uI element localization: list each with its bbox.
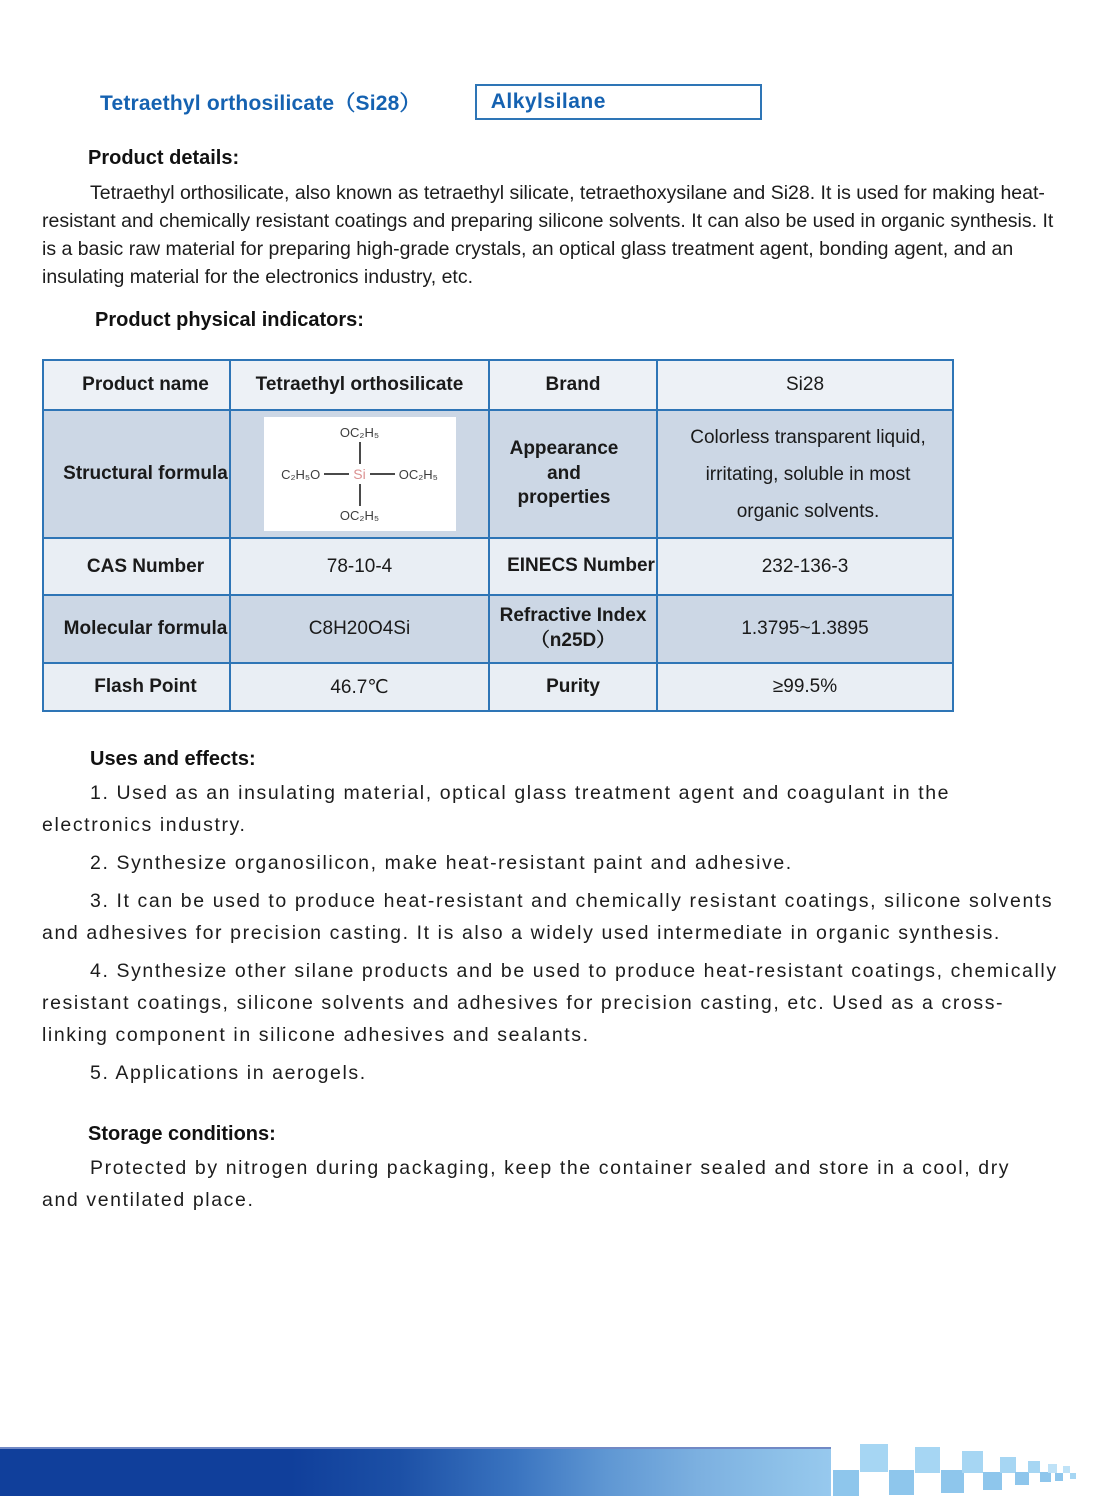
document-header [0,0,1112,120]
pixel-square [983,1472,1002,1490]
silicon-atom-label: Si [353,466,366,482]
formula-top-group: OC₂H₅ [339,425,380,440]
uses-item-2: 2. Synthesize organosilicon, make heat-resistant paint and adhesive. [90,852,793,874]
molecular-formula-label: Molecular formula [43,595,230,663]
pixel-square [1000,1457,1016,1473]
pixel-square [860,1444,888,1472]
formula-right-group: OC₂H₅ [398,466,438,482]
purity-value: ≥99.5% [657,663,953,711]
pixel-square [1063,1466,1070,1473]
brand-value: Si28 [657,360,953,410]
purity-label: Purity [489,663,657,711]
formula-bottom-group: OC₂H₅ [339,508,380,523]
einecs-number-value: 232-136-3 [657,538,953,595]
bond-line [370,473,395,475]
pixel-square [915,1447,940,1473]
table-row [43,410,953,538]
appearance-label: Appearance and properties [489,410,657,538]
category-badge-label: Alkylsilane [490,90,606,113]
uses-item-4: 4. Synthesize other silane products and be used to produce heat-resistant coatings, chemically resistant coatings, silicone solvents and adhesives for precision casting, etc. Used as a cross-linking component in silicone adhesives and sealants. [42,960,1058,1046]
table-row [43,360,953,410]
pixel-square [1028,1461,1040,1473]
pixel-square [1015,1472,1029,1485]
storage-heading: Storage conditions: [88,1123,276,1145]
product-details-heading: Product details: [88,147,240,169]
formula-left-group: C₂H₅O [281,466,321,482]
pixel-square [1048,1464,1057,1473]
cas-number-value: 78-10-4 [230,538,489,595]
pixel-square [1040,1472,1051,1482]
refractive-index-label: Refractive Index（n25D） [489,595,657,663]
product-details-text: Tetraethyl orthosilicate, also known as tetraethyl silicate, tetraethoxysilane and Si28. It is used for making heat-resistant and chemically resistant coatings and preparing silicone solvents. It can also be used in organic synthesis. It is a basic raw material for preparing high-grade crystals, an optical glass treatment agent, bonding agent, and an insulating material for the electronics industry, etc. [42,182,1054,288]
uses-heading: Uses and effects: [90,748,256,770]
table-row [43,538,953,595]
page-title: Tetraethyl orthosilicate（Si28） [100,92,421,115]
physical-indicators-heading: Product physical indicators: [95,309,364,331]
pixel-square [962,1451,983,1473]
structural-formula-label: Structural formula [43,410,230,538]
pixel-square [941,1470,964,1493]
pixel-square [833,1470,859,1496]
uses-item-5: 5. Applications in aerogels. [90,1062,367,1084]
flash-point-label: Flash Point [43,663,230,711]
molecular-formula-value: C8H20O4Si [230,595,489,663]
flash-point-value: 46.7℃ [230,663,489,711]
category-badge [475,84,762,120]
refractive-index-value: 1.3795~1.3895 [657,595,953,663]
einecs-number-label: EINECS Number [489,538,657,595]
structural-formula-diagram [264,417,456,531]
pixel-square [1055,1473,1063,1481]
pixel-square [1070,1473,1076,1479]
bond-line [359,442,361,464]
cas-number-label: CAS Number [43,538,230,595]
product-name-value: Tetraethyl orthosilicate [230,360,489,410]
table-row [43,663,953,711]
product-name-label: Product name [43,360,230,410]
bond-line [359,484,361,506]
physical-indicators-table [42,359,954,712]
pixel-square [889,1470,914,1495]
brand-label: Brand [489,360,657,410]
structural-formula-cell [230,410,489,538]
appearance-value: Colorless transparent liquid, irritating, soluble in most organic solvents. [657,410,953,538]
uses-item-1: 1. Used as an insulating material, optical glass treatment agent and coagulant in the electronics industry. [42,782,951,836]
uses-item-3: 3. It can be used to produce heat-resistant and chemically resistant coatings, silicone solvents and adhesives for precision casting. It is also a widely used intermediate in organic synthesis. [42,890,1054,944]
bond-line [324,473,349,475]
table-row [43,595,953,663]
storage-text: Protected by nitrogen during packaging, keep the container sealed and store in a cool, dry and ventilated place. [42,1157,1011,1211]
footer-gradient-bar [0,1447,831,1496]
